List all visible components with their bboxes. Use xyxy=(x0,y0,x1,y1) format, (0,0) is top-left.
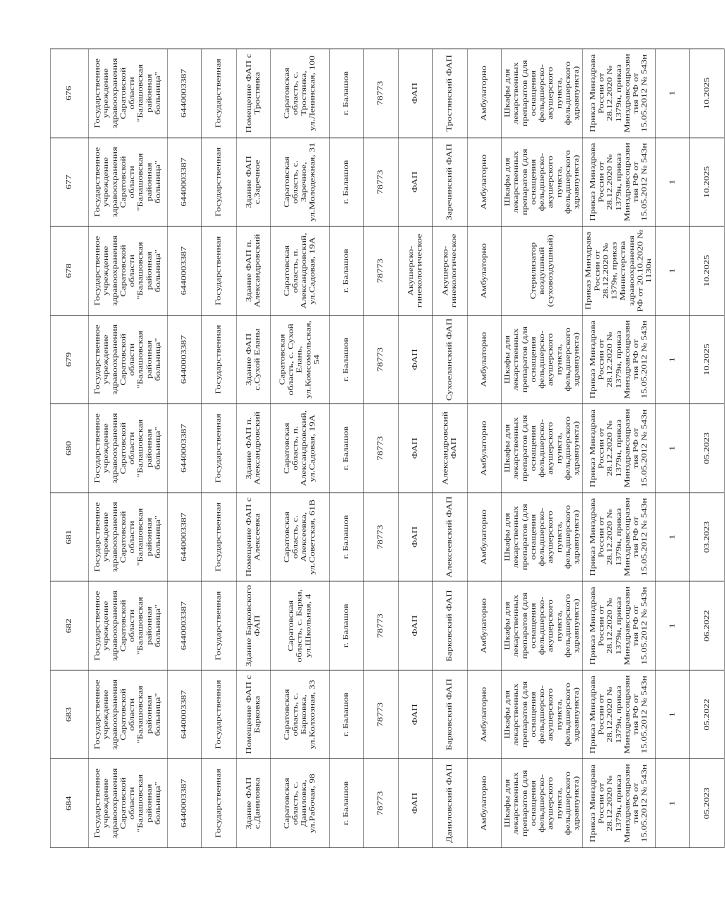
column-number-cell: 677 xyxy=(50,138,89,227)
column-number-cell: 676 xyxy=(50,49,89,138)
table-cell-unit: Барковский ФАП xyxy=(433,670,468,759)
table-cell-inn: 6440003387 xyxy=(167,581,202,670)
table-cell-building: Помещение ФАП с Алексеевка xyxy=(236,493,271,582)
table-cell-building: Помещение ФАП с Тростянка xyxy=(236,49,271,138)
table-row-type xyxy=(398,49,433,848)
table-row-care xyxy=(467,49,502,848)
table-cell-date: 05.2023 xyxy=(690,759,725,848)
table-cell-unit: Александровский ФАП xyxy=(433,404,468,493)
table-cell-ownership: Государственная xyxy=(202,226,237,315)
table-cell-equipment: Шкафы для лекарственных препаратов (для оснащения фельдшерско-акушерского пункта, фельдшерского здравпункта) xyxy=(502,493,583,582)
table-cell-ownership: Государственная xyxy=(202,404,237,493)
table-cell-unit: Барковский ФАП xyxy=(433,581,468,670)
table-cell-inn: 6440003387 xyxy=(167,49,202,138)
column-number-cell: 679 xyxy=(50,315,89,404)
table-cell-date: 10.2025 xyxy=(690,226,725,315)
table-cell-qty: 1 xyxy=(655,759,690,848)
table-cell-equipment: Шкафы для лекарственных препаратов (для оснащения фельдшерско-акушерского пункта, фельдшерского здравпункта) xyxy=(502,404,583,493)
table-cell-care: Амбулаторно xyxy=(467,49,502,138)
table-cell-type: ФАП xyxy=(398,759,433,848)
table-row-ownership xyxy=(202,49,237,848)
table-cell-care: Амбулаторно xyxy=(467,493,502,582)
table-cell-address: Саратовская область, п. Александровский, ул.Садовая, 19А xyxy=(271,226,330,315)
table-row-qty xyxy=(655,49,690,848)
table-cell-order: Приказ Минздрава России от 28.12.2020 № 1379н, приказ Минздравсоцразвития РФ от 15.05.2012 № 543н xyxy=(583,670,656,759)
table-row-equipment xyxy=(502,49,583,848)
table-cell-care: Амбулаторно xyxy=(467,138,502,227)
table-cell-equipment: Шкафы для лекарственных препаратов (для оснащения фельдшерско-акушерского пункта, фельдшерского здравпункта) xyxy=(502,670,583,759)
table-cell-organization: Государственное учреждение здравоохранения Саратовской области "Балашовская районная больница" xyxy=(89,581,168,670)
equipment-register-table xyxy=(50,49,725,849)
table-row-organization xyxy=(89,49,168,848)
table-cell-inn: 6440003387 xyxy=(167,404,202,493)
table-cell-equipment: Шкафы для лекарственных препаратов (для оснащения фельдшерско-акушерского пункта, фельдшерского здравпункта) xyxy=(502,49,583,138)
table-cell-locality: г. Балашов xyxy=(329,315,364,404)
column-number-cell: 678 xyxy=(50,226,89,315)
table-cell-unit: Даниловский ФАП xyxy=(433,759,468,848)
table-cell-locality: г. Балашов xyxy=(329,404,364,493)
table-cell-organization: Государственное учреждение здравоохранения Саратовской области "Балашовская районная больница" xyxy=(89,138,168,227)
table-cell-code: 78773 xyxy=(364,493,399,582)
column-number-cell: 682 xyxy=(50,581,89,670)
table-cell-inn: 6440003387 xyxy=(167,670,202,759)
table-cell-order: Приказ Минздрава России от 28.12.2020 № 1379н, приказ Минздравсоцразвития РФ от 15.05.2012 № 543н xyxy=(583,581,656,670)
table-cell-ownership: Государственная xyxy=(202,49,237,138)
table-cell-care: Амбулаторно xyxy=(467,759,502,848)
table-cell-code: 78773 xyxy=(364,670,399,759)
column-number-cell: 683 xyxy=(50,670,89,759)
table-cell-type: ФАП xyxy=(398,404,433,493)
table-cell-address: Саратовская область, с. Алексеевка, ул.Советская, 61В xyxy=(271,493,330,582)
table-cell-code: 78773 xyxy=(364,404,399,493)
table-row-date xyxy=(690,49,725,848)
table-cell-inn: 6440003387 xyxy=(167,493,202,582)
table-cell-qty: 1 xyxy=(655,49,690,138)
table-cell-care: Амбулаторно xyxy=(467,404,502,493)
table-cell-ownership: Государственная xyxy=(202,315,237,404)
table-cell-equipment: Стерилизатор воздушный (суховоздушный) xyxy=(502,226,583,315)
table-cell-organization: Государственное учреждение здравоохранения Саратовской области "Балашовская районная больница" xyxy=(89,49,168,138)
table-cell-order: Приказ Минздрава России от 28.12.2020 № 1379н, приказ Минздравсоцразвития РФ от 15.05.2012 № 543н xyxy=(583,138,656,227)
table-cell-locality: г. Балашов xyxy=(329,759,364,848)
table-cell-date: 05.2022 xyxy=(690,670,725,759)
table-cell-type: ФАП xyxy=(398,315,433,404)
table-cell-unit: Тростянский ФАП xyxy=(433,49,468,138)
table-cell-qty: 1 xyxy=(655,226,690,315)
table-cell-locality: г. Балашов xyxy=(329,493,364,582)
table-cell-locality: г. Балашов xyxy=(329,226,364,315)
table-cell-ownership: Государственная xyxy=(202,581,237,670)
table-cell-organization: Государственное учреждение здравоохранения Саратовской области "Балашовская районная больница" xyxy=(89,493,168,582)
table-cell-building: Помещение ФАП с Барковка xyxy=(236,670,271,759)
table-cell-order: Приказ Минздрава России от 28.12.2020 № 1379н, приказ Минздравсоцразвития РФ от 15.05.2012 № 543н xyxy=(583,404,656,493)
table-row-order xyxy=(583,49,656,848)
table-cell-order: Приказ Минздрава России от 28.12.2020 № 1379н, приказ Минздравсоцразвития РФ от 15.05.2012 № 543н xyxy=(583,315,656,404)
table-cell-order: Приказ Минздрава России от 28.12.2020 № 1379н, приказ Минздравсоцразвития РФ от 15.05.2012 № 543н xyxy=(583,493,656,582)
table-cell-locality: г. Балашов xyxy=(329,138,364,227)
table-cell-care: Амбулаторно xyxy=(467,315,502,404)
table-cell-address: Саратовская область, с. Барки, ул.Школьная, 4 xyxy=(271,581,330,670)
table-cell-qty: 1 xyxy=(655,138,690,227)
table-cell-address: Саратовская область, с. Тростянка, ул.Ленинская, 100 xyxy=(271,49,330,138)
table-cell-date: 03.2023 xyxy=(690,493,725,582)
table-row-unit xyxy=(433,49,468,848)
table-cell-locality: г. Балашов xyxy=(329,670,364,759)
column-number-cell: 680 xyxy=(50,404,89,493)
table-row-code xyxy=(364,49,399,848)
table-cell-date: 10.2025 xyxy=(690,138,725,227)
table-cell-care: Амбулаторно xyxy=(467,670,502,759)
rotated-table-sheet xyxy=(50,49,711,849)
table-cell-order: Приказ Минздрава России от 28.12.2020 № 1379н, приказ Минздравсоцразвития РФ от 15.05.2012 № 543н xyxy=(583,49,656,138)
table-cell-qty: 1 xyxy=(655,670,690,759)
table-cell-organization: Государственное учреждение здравоохранения Саратовской области "Балашовская районная больница" xyxy=(89,670,168,759)
table-cell-type: ФАП xyxy=(398,493,433,582)
column-number-cell: 681 xyxy=(50,493,89,582)
table-cell-address: Саратовская область, с. Сухой Елань, ул.Комсомольская, 54 xyxy=(271,315,330,404)
table-cell-order: Приказ Минздрава России от 28.12.2020 № 1379н, приказ Министерства здравоохранения РФ от 20.10.2020 № 1130н xyxy=(583,226,656,315)
table-cell-inn: 6440003387 xyxy=(167,315,202,404)
table-cell-qty: 1 xyxy=(655,493,690,582)
table-cell-locality: г. Балашов xyxy=(329,581,364,670)
table-cell-code: 78773 xyxy=(364,315,399,404)
table-cell-ownership: Государственная xyxy=(202,670,237,759)
table-cell-unit: Заречинский ФАП xyxy=(433,138,468,227)
table-cell-building: Здание ФАП с.Даниловка xyxy=(236,759,271,848)
table-cell-address: Саратовская область, с. Барковка, ул.Колхозная, 33 xyxy=(271,670,330,759)
table-cell-unit: Акушерско-гинекологическое xyxy=(433,226,468,315)
table-cell-type: Акушерско-гинекологическое xyxy=(398,226,433,315)
table-cell-date: 10.2025 xyxy=(690,49,725,138)
table-cell-date: 10.2025 xyxy=(690,315,725,404)
table-cell-ownership: Государственная xyxy=(202,493,237,582)
table-row-address xyxy=(271,49,330,848)
table-cell-unit: Сухоеланский ФАП xyxy=(433,315,468,404)
table-cell-building: Здание ФАП п. Александровский xyxy=(236,226,271,315)
table-cell-equipment: Шкафы для лекарственных препаратов (для оснащения фельдшерско-акушерского пункта, фельдшерского здравпункта) xyxy=(502,759,583,848)
table-row-locality xyxy=(329,49,364,848)
table-cell-address: Саратовская область, с. Заречное, ул.Молодежная, 31 xyxy=(271,138,330,227)
table-cell-inn: 6440003387 xyxy=(167,138,202,227)
table-row-building xyxy=(236,49,271,848)
table-cell-ownership: Государственная xyxy=(202,759,237,848)
table-cell-type: ФАП xyxy=(398,581,433,670)
table-cell-order: Приказ Минздрава России от 28.12.2020 № 1379н, приказ Минздравсоцразвития РФ от 15.05.2012 № 543н xyxy=(583,759,656,848)
table-cell-organization: Государственное учреждение здравоохранения Саратовской области "Балашовская районная больница" xyxy=(89,404,168,493)
table-cell-type: ФАП xyxy=(398,138,433,227)
table-cell-code: 78773 xyxy=(364,49,399,138)
table-cell-building: Здание Барковского ФАП xyxy=(236,581,271,670)
table-cell-building: Здание ФАП с.Заречное xyxy=(236,138,271,227)
table-cell-date: 06.2022 xyxy=(690,581,725,670)
table-cell-inn: 6440003387 xyxy=(167,226,202,315)
table-cell-code: 78773 xyxy=(364,138,399,227)
table-cell-code: 78773 xyxy=(364,581,399,670)
table-cell-organization: Государственное учреждение здравоохранения Саратовской области "Балашовская районная больница" xyxy=(89,226,168,315)
table-cell-date: 05.2023 xyxy=(690,404,725,493)
table-cell-equipment: Шкафы для лекарственных препаратов (для оснащения фельдшерско-акушерского пункта, фельдшерского здравпункта) xyxy=(502,581,583,670)
table-cell-building: Здание ФАП п. Александровский xyxy=(236,404,271,493)
table-cell-care: Амбулаторно xyxy=(467,226,502,315)
table-cell-qty: 1 xyxy=(655,581,690,670)
table-cell-qty: 1 xyxy=(655,404,690,493)
table-cell-address: Саратовская область, с. Даниловка, ул.Рабочая, 98 xyxy=(271,759,330,848)
table-cell-equipment: Шкафы для лекарственных препаратов (для оснащения фельдшерско-акушерского пункта, фельдшерского здравпункта) xyxy=(502,138,583,227)
table-cell-qty: 1 xyxy=(655,315,690,404)
table-cell-equipment: Шкафы для лекарственных препаратов (для оснащения фельдшерско-акушерского пункта, фельдшерского здравпункта) xyxy=(502,315,583,404)
table-cell-type: ФАП xyxy=(398,49,433,138)
table-cell-organization: Государственное учреждение здравоохранения Саратовской области "Балашовская районная больница" xyxy=(89,315,168,404)
table-cell-inn: 6440003387 xyxy=(167,759,202,848)
table-cell-address: Саратовская область, п. Александровский, ул.Садовая, 19А xyxy=(271,404,330,493)
table-cell-building: Здание ФАП с.Сухой Еланы xyxy=(236,315,271,404)
table-cell-locality: г. Балашов xyxy=(329,49,364,138)
table-row-inn xyxy=(167,49,202,848)
table-header-row xyxy=(50,49,89,848)
table-cell-care: Амбулаторно xyxy=(467,581,502,670)
table-cell-code: 78773 xyxy=(364,226,399,315)
table-cell-type: ФАП xyxy=(398,670,433,759)
table-cell-code: 78773 xyxy=(364,759,399,848)
table-cell-unit: Алексеевский ФАП xyxy=(433,493,468,582)
table-cell-ownership: Государственная xyxy=(202,138,237,227)
table-cell-organization: Государственное учреждение здравоохранения Саратовской области "Балашовская районная больница" xyxy=(89,759,168,848)
column-number-cell: 684 xyxy=(50,759,89,848)
